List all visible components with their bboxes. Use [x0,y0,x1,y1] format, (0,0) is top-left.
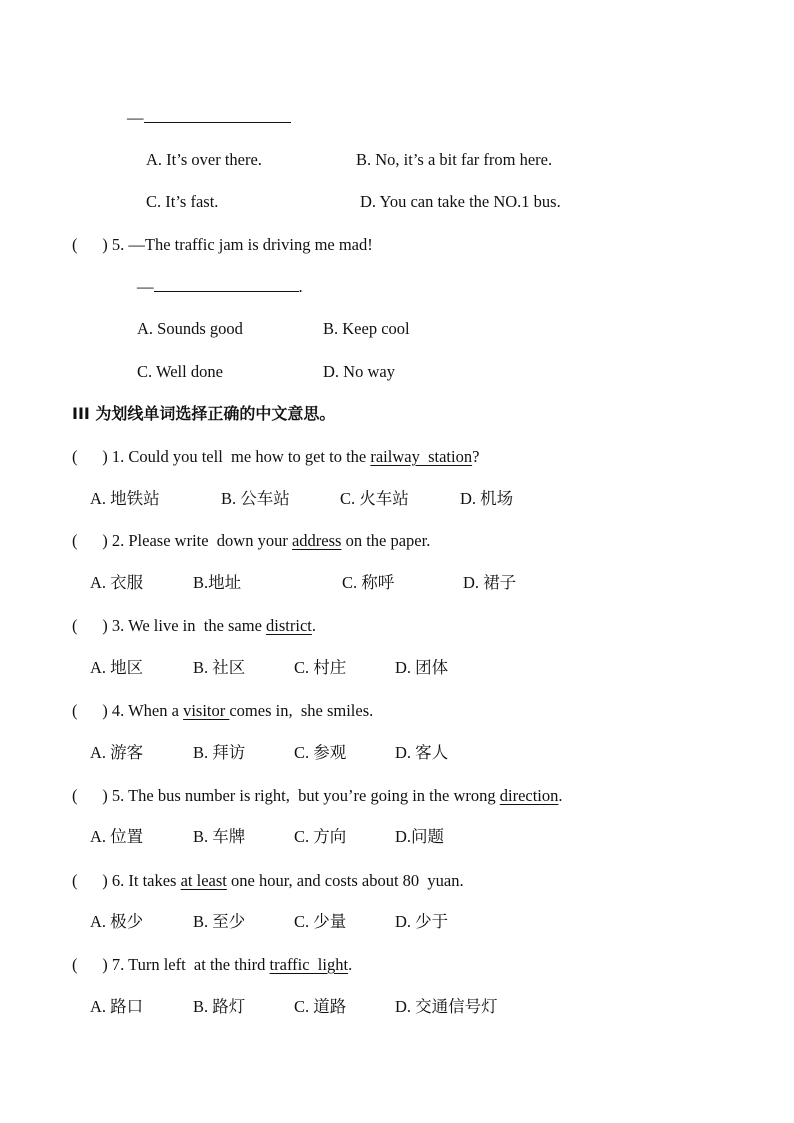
s3-question-5 [72,786,563,806]
q5-option-c: C. Well done [137,362,223,381]
s3-q4-option-d: D. 客人 [395,743,449,762]
prev-option-d: D. You can take the NO.1 bus. [360,192,561,211]
q5-option-a: A. Sounds good [137,319,243,338]
question-post: . [558,786,563,805]
s3-q2-option-a: A. 衣服 [90,573,144,592]
q5-option-d: D. No way [323,362,395,381]
s3-q4-option-a: A. 游客 [90,743,144,762]
s3-q1-option-d: D. 机场 [460,489,514,508]
question-5 [72,235,373,255]
question-pre: 6. It takes [111,871,181,890]
question-post: on the paper. [341,531,431,550]
s3-q5-option-b: B. 车牌 [193,827,246,846]
prev-option-b: B. No, it’s a bit far from here. [356,150,553,169]
s3-q5-option-c: C. 方向 [294,827,347,846]
underlined-word: traffic light [269,955,349,974]
s3-q1-option-c: C. 火车站 [340,489,409,508]
prev-option-c: C. It’s fast. [146,192,219,211]
question-pre: 5. The bus number is right, but you’re going in the wrong [111,786,500,805]
s3-q6-option-a: A. 极少 [90,912,144,931]
question-pre: 1. Could you tell me how to get to the [111,447,371,466]
s3-q7-option-a: A. 路口 [90,997,144,1016]
question-pre: 3. We live in the same [111,616,267,635]
answer-period: . [298,277,303,296]
answer-paren[interactable]: ( ) [72,447,108,466]
prev-option-a: A. It’s over there. [146,150,262,169]
question-post: one hour, and costs about 80 yuan. [226,871,464,890]
question-post: . [348,955,353,974]
s3-q6-option-c: C. 少量 [294,912,347,931]
s3-q7-option-d: D. 交通信号灯 [395,997,498,1016]
answer-paren[interactable]: ( ) [72,616,108,635]
s3-q1-option-a: A. 地铁站 [90,489,160,508]
s3-q7-option-b: B. 路灯 [193,997,246,1016]
s3-q6-option-b: B. 至少 [193,912,246,931]
s3-q3-option-c: C. 村庄 [294,658,347,677]
s3-question-4 [72,701,373,721]
s3-q2-option-b: B.地址 [193,573,242,592]
section-heading: III 为划线单词选择正确的中文意思。 [72,404,336,423]
answer-blank[interactable] [144,108,291,123]
s3-question-7 [72,955,352,975]
underlined-word: railway station [370,447,473,466]
answer-paren[interactable]: ( ) [72,871,108,890]
underlined-word: direction [499,786,559,805]
s3-question-3 [72,616,316,636]
s3-q2-option-c: C. 称呼 [342,573,395,592]
s3-question-6 [72,871,464,891]
s3-q4-option-b: B. 拜访 [193,743,246,762]
answer-paren[interactable]: ( ) [72,786,108,805]
answer-paren[interactable]: ( ) [72,531,108,550]
answer-blank[interactable] [154,277,299,292]
question-text: 5. —The traffic jam is driving me mad! [111,235,373,254]
underlined-word: address [291,531,342,550]
s3-q6-option-d: D. 少于 [395,912,449,931]
underlined-word: visitor [183,701,230,720]
answer-dash: — [127,108,144,127]
answer-paren[interactable]: ( ) [72,701,108,720]
s3-question-1 [72,447,479,467]
s3-q5-option-a: A. 位置 [90,827,144,846]
answer-paren[interactable]: ( ) [72,955,108,974]
question-post: . [311,616,316,635]
underlined-word: district [266,616,312,635]
s3-q3-option-a: A. 地区 [90,658,144,677]
question-post: comes in, she smiles. [229,701,374,720]
question-pre: 4. When a [111,701,184,720]
prev-answer-line [127,108,291,128]
s3-q4-option-c: C. 参观 [294,743,347,762]
s3-q3-option-d: D. 团体 [395,658,449,677]
q5-option-b: B. Keep cool [323,319,410,338]
s3-question-2 [72,531,430,551]
s3-q3-option-b: B. 社区 [193,658,246,677]
s3-q2-option-d: D. 裙子 [463,573,517,592]
s3-q1-option-b: B. 公车站 [221,489,290,508]
q5-answer-line [137,277,303,297]
question-pre: 7. Turn left at the third [111,955,270,974]
s3-q7-option-c: C. 道路 [294,997,347,1016]
question-post: ? [472,447,480,466]
s3-q5-option-d: D.问题 [395,827,445,846]
underlined-word: at least [180,871,227,890]
answer-dash: — [137,277,154,296]
question-pre: 2. Please write down your [111,531,292,550]
answer-paren[interactable]: ( ) [72,235,108,254]
